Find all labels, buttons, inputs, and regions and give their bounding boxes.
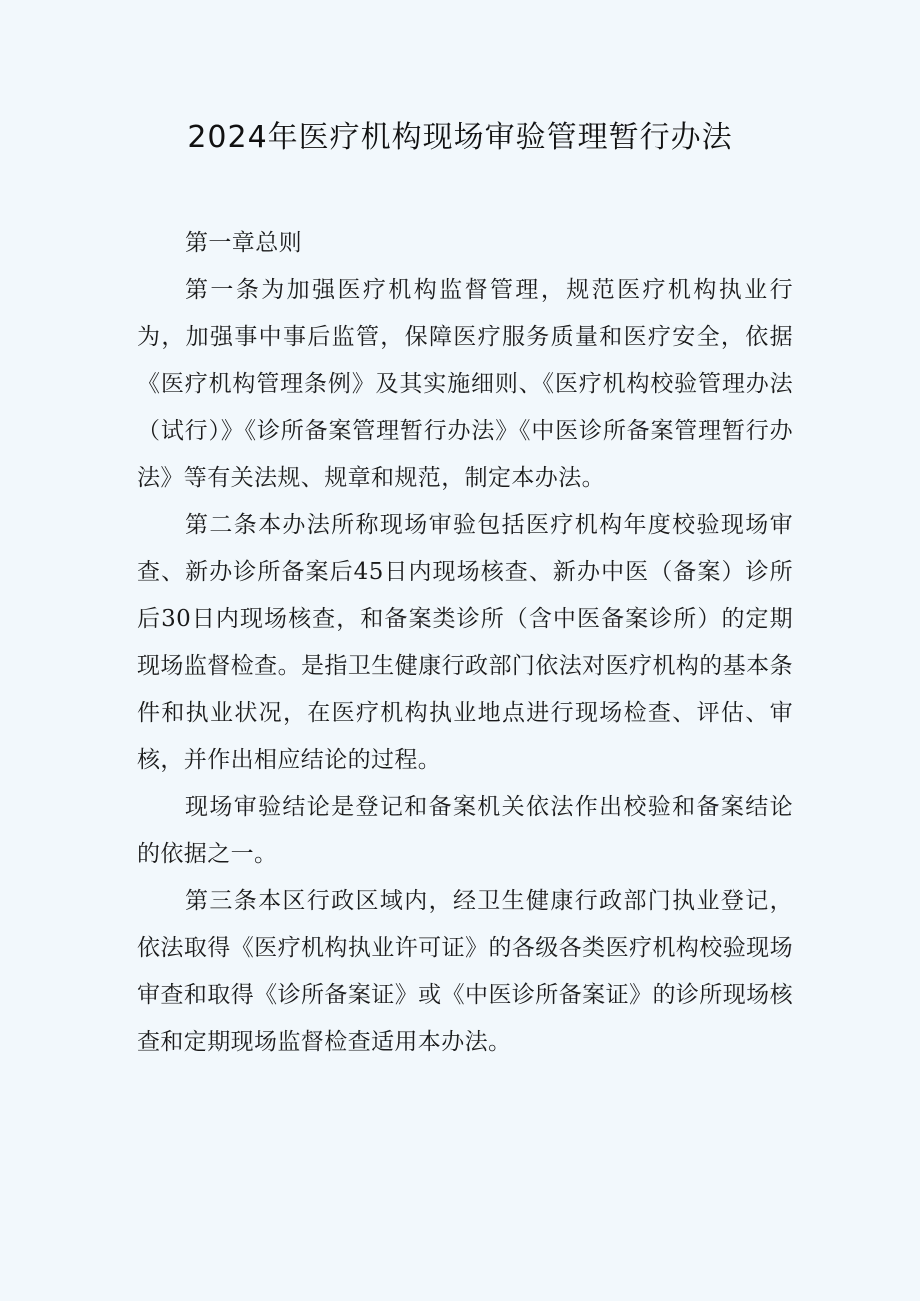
document-body <box>137 220 793 1066</box>
document-title: 2024年医疗机构现场审验管理暂行办法 <box>187 120 733 155</box>
chapter-heading: 第一章总则 <box>185 230 302 256</box>
article-2-paragraph: 第二条本办法所称现场审验包括医疗机构年度校验现场审查、新办诊所备案后45日内现场核查、新办中医（备案）诊所后30日内现场核查，和备案类诊所（含中医备案诊所）的定期现场监督检查。是指卫生健康行政部门依法对医疗机构的基本条件和执业状况，在医疗机构执业地点进行现场检查、评估、审核，并作出相应结论的过程。 <box>137 512 793 773</box>
article-3-paragraph: 第三条本区行政区域内，经卫生健康行政部门执业登记，依法取得《医疗机构执业许可证》的各级各类医疗机构校验现场审查和取得《诊所备案证》或《中医诊所备案证》的诊所现场核查和定期现场监督检查适用本办法。 <box>137 888 793 1055</box>
review-conclusion-paragraph: 现场审验结论是登记和备案机关依法作出校验和备案结论的依据之一。 <box>137 794 793 867</box>
article-1-paragraph: 第一条为加强医疗机构监督管理，规范医疗机构执业行为，加强事中事后监管，保障医疗服务质量和医疗安全，依据《医疗机构管理条例》及其实施细则、《医疗机构校验管理办法（试行）》《诊所备案管理暂行办法》《中医诊所备案管理暂行办法》等有关法规、规章和规范，制定本办法。 <box>137 277 793 491</box>
